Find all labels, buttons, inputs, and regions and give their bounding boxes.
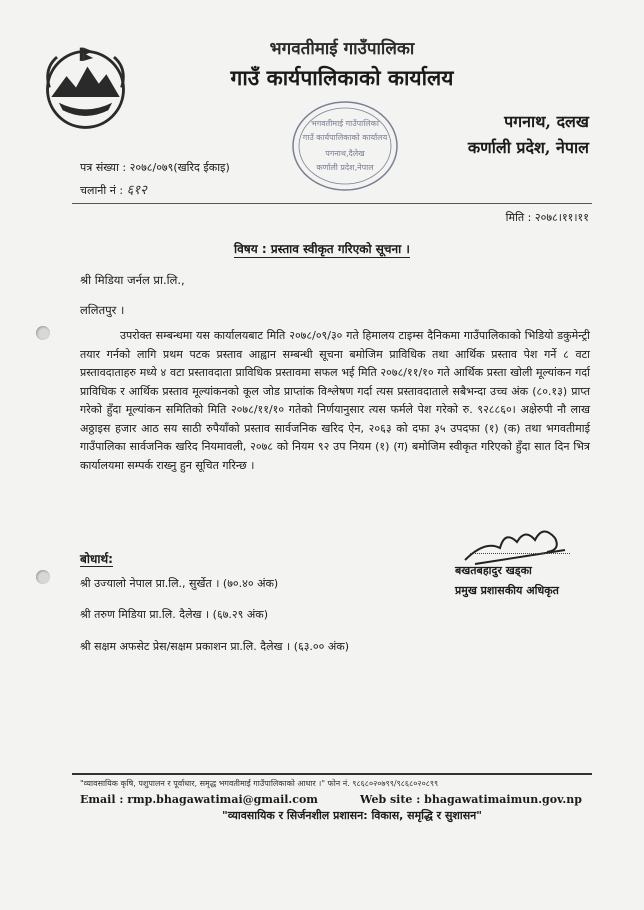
- cc-heading: [80, 550, 113, 567]
- reference-number: [80, 160, 230, 175]
- dispatch-value: ६१२: [126, 183, 147, 198]
- stamp-line-1: भगवतीमाई गाउँपालिका: [311, 119, 379, 128]
- office-stamp: [290, 98, 400, 193]
- subject-line: [0, 240, 644, 257]
- dispatch-number: [80, 180, 147, 198]
- footer-slogan: "व्यावसायिक र सिर्जनशील प्रशासन: विकास, समृद्धि र सुशासन": [221, 809, 483, 822]
- header-divider: [72, 203, 592, 204]
- reference-label: पत्र संख्या :: [80, 161, 127, 174]
- letter-body: उपरोक्त सम्बन्धमा यस कार्यालयबाट मिति २०७८/०९/३० गते हिमालय टाइम्स दैनिकमा गाउँपालिकाको भिडियो डकुमेन्ट्री तयार गर्नको लागि प्रथम पटक प्रस्ताव आह्वान सम्बन्धी सूचना बमोजिम प्राविधिक तथा आर्थिक प्रस्ताव पेश गर्ने ८ वटा प्रस्तावदाताहरु मध्ये ४ वटा प्रस्तावदाता प्राविधिक प्रस्तावमा सफल भई मिति २०७८/११/१० गते आर्थिक प्रस्ता खोली मूल्यांकन गर्दा प्राविधिक र आर्थिक प्रस्ताव मूल्यांकनको कूल जोड प्राप्तांक विश्लेषण गर्दा त्यस प्रस्तावदाताले सबैभन्दा उच्च अंक (८०.१३) प्राप्त गरेको हुँदा मूल्यांकन समितिको मिति २०७८/११/१० गतेको निर्णयानुसार त्यस फर्मले पेश गरेको रु. ९२८८६०। अक्षेरुपी नौ लाख अठ्ठाइस हजार आठ सय साठी रुपैयाँको प्रस्ताव सार्वजनिक खरिद ऐन, २०६३ को दफा ३५ उपदफा (१) (क) तथा भगवतीमाई गाउँपालिका सार्वजनिक खरिद नियमावली, २०७८ को नियम ९२ उप नियम (१) (ग) बमोजिम स्वीकृत गरिएको हुँदा सात दिन भित्र कार्यालयमा सम्पर्क राख्नु हुन सूचित गरिन्छ ।: [80, 329, 590, 472]
- stamp-line-4: कर्णाली प्रदेश,नेपाल: [316, 163, 374, 172]
- letter-date: [506, 210, 589, 225]
- recipient-name: श्री मिडिया जर्नल प्रा.लि.,: [80, 273, 185, 287]
- stamp-line-3: पगनाथ,दैलेख: [325, 149, 365, 158]
- recipient-place: ललितपुर ।: [80, 303, 125, 317]
- address-line-2: कर्णाली प्रदेश, नेपाल: [467, 138, 589, 157]
- cc-item: श्री तरुण मिडिया प्रा.लि. दैलेख । (६७.२९ अंक): [80, 608, 268, 621]
- dispatch-label: चलानी नं :: [80, 184, 124, 197]
- footer-website: Web site : bhagawatimaimun.gov.np: [360, 793, 582, 806]
- stamp-line-2: गाउँ कार्यपालिकाको कार्यालय: [302, 133, 388, 142]
- cc-item: श्री सक्षम अफसेट प्रेस/सक्षम प्रकाशन प्रा.लि. दैलेख । (६३.०० अंक): [80, 640, 349, 653]
- footer-motto: "व्यावसायिक कृषि, पशुपालन र पूर्वाधार, समृद्ध भगवतीमाई गाउँपालिकाको आधार ।" फोन नं. ९८६८०२०७९९/९८६८०२०८९९: [80, 779, 439, 788]
- punch-hole: [36, 326, 50, 340]
- reference-value: २०७८/०७९(खरिद ईकाइ): [129, 161, 230, 174]
- signatory-title: प्रमुख प्रशासकीय अधिकृत: [455, 584, 559, 597]
- punch-hole: [36, 570, 50, 584]
- cc-heading-text: बोधार्थ:: [80, 552, 113, 566]
- footer-email: Email : rmp.bhagawatimai@gmail.com: [80, 793, 318, 806]
- signatory-name: बखतबहादुर खड्का: [455, 564, 532, 577]
- office-name: गाउँ कार्यपालिकाको कार्यालय: [230, 65, 454, 90]
- date-value: २०७८।११।११: [534, 211, 589, 224]
- municipality-name: भगवतीमाई गाउँपालिका: [269, 39, 415, 59]
- date-label: मिति :: [505, 211, 532, 224]
- cc-item: श्री उज्यालो नेपाल प्रा.लि., सुर्खेत । (७०.४० अंक): [80, 577, 279, 590]
- signature-line: [470, 553, 570, 554]
- footer-divider: [72, 773, 592, 775]
- subject-text: विषय : प्रस्ताव स्वीकृत गरिएको सूचना ।: [234, 242, 410, 256]
- address-line-1: पगनाथ, दलख: [504, 112, 589, 131]
